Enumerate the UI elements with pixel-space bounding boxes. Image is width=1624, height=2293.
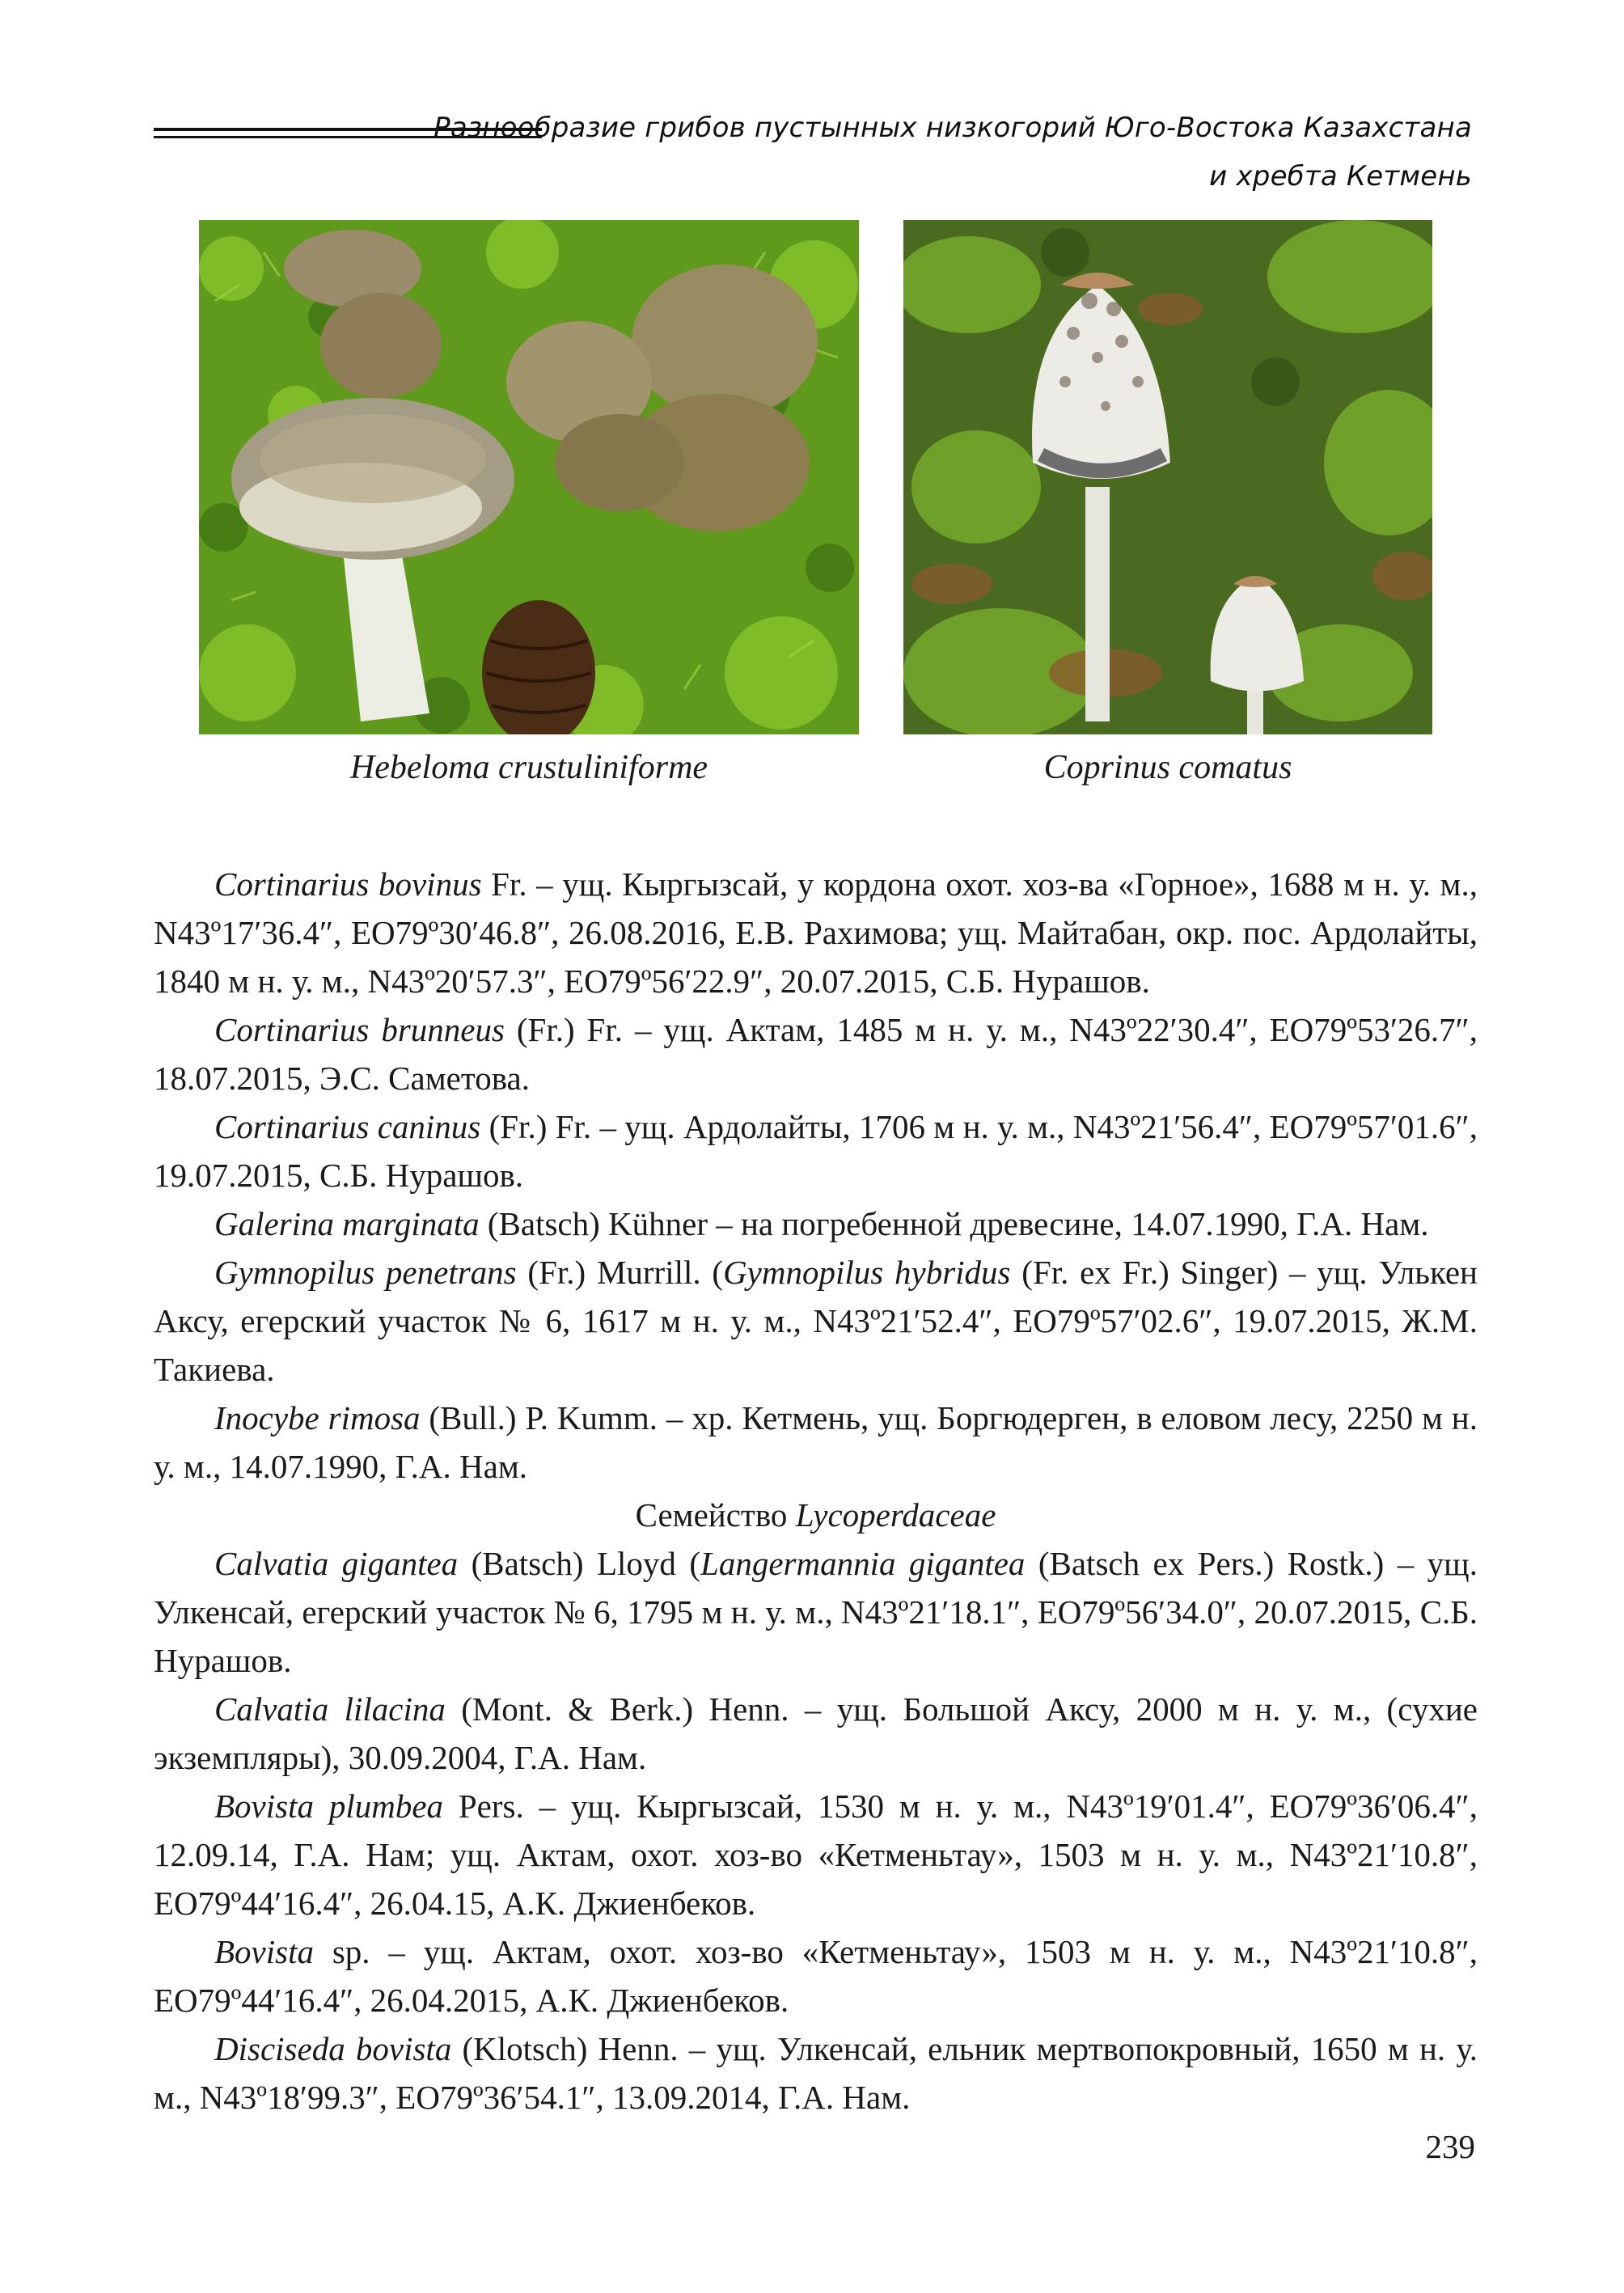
species-name: Bovista plumbea	[214, 1787, 444, 1825]
body-text	[154, 860, 1478, 2122]
entry-text: sp. – ущ. Актам, охот. хоз-во «Кетменьтау», 1503 м н. у. м., N43º21′10.8″, EO79º44′16.4″, 26.04.2015, А.К. Джиенбеков.	[154, 1933, 1478, 2019]
species-name: Cortinarius bovinus	[214, 865, 482, 903]
entry-text: (Fr.) Fr. – ущ. Актам, 1485 м н. у. м., N43º22′30.4″, EO79º53′26.7″, 18.07.2015, Э.С. Саметова.	[154, 1011, 1478, 1097]
page-number: 239	[1425, 2128, 1475, 2165]
synonym-name: Langermannia gigantea	[700, 1545, 1026, 1582]
running-head-line-1: Разнообразие грибов пустынных низкогорий Юго-Востока Казахстана	[433, 112, 1472, 144]
species-entry	[154, 1199, 1478, 1248]
entry-text-continued: (Fr. ex Fr.) Singer) – ущ. Улькен Аксу, егерский участок № 6, 1617 м н. у. м., N43º21′52.4″, EO79º57′02.6″, 19.07.2015, Ж.М. Такиева.	[154, 1254, 1478, 1388]
species-entry	[154, 1539, 1478, 1685]
entry-text: (Fr.) Fr. – ущ. Ардолайты, 1706 м н. у. м., N43º21′56.4″, EO79º57′01.6″, 19.07.2015, С.Б. Нурашов.	[154, 1108, 1478, 1194]
species-name: Disciseda bovista	[214, 2030, 452, 2067]
species-entry	[154, 1248, 1478, 1394]
entry-text-continued: (Batsch ex Pers.) Rostk.) – ущ. Улкенсай, егерский участок № 6, 1795 м н. у. м., N43º21′18.1″, EO79º56′34.0″, 20.07.2015, С.Б. Нурашов.	[154, 1545, 1478, 1679]
entry-text: Fr. – ущ. Кыргызсай, у кордона охот. хоз-ва «Горное», 1688 м н. у. м., N43º17′36.4″, EO79º30′46.8″, 26.08.2016, Е.В. Рахимова; ущ. Майтабан, окр. пос. Ардолайты, 1840 м н. у. м., N43º20′57.3″, EO79º56′22.9″, 20.07.2015, С.Б. Нурашов.	[154, 865, 1478, 1000]
entry-text: (Klotsch) Henn. – ущ. Улкенсай, ельник мертвопокровный, 1650 м н. у. м., N43º18′99.3″, EO79º36′54.1″, 13.09.2014, Г.А. Нам.	[154, 2030, 1478, 2116]
running-head-line-2: и хребта Кетмень	[1209, 160, 1472, 192]
entry-text: (Mont. & Berk.) Henn. – ущ. Большой Аксу, 2000 м н. у. м., (сухие экземпляры), 30.09.2004, Г.А. Нам.	[154, 1690, 1478, 1776]
photo-hebeloma-crustuliniforme	[199, 220, 859, 734]
species-entry	[154, 1005, 1478, 1102]
species-entry	[154, 2024, 1478, 2122]
entry-text: Pers. – ущ. Кыргызсай, 1530 м н. у. м., N43º19′01.4″, EO79º36′06.4″, 12.09.14, Г.А. Нам; ущ. Актам, охот. хоз-во «Кетменьтау», 1503 м н. у. м., N43º21′10.8″, EO79º44′16.4″, 26.04.15, А.К. Джиенбеков.	[154, 1787, 1478, 1922]
entry-text: (Batsch) Lloyd (	[458, 1545, 701, 1582]
species-name: Inocybe rimosa	[214, 1399, 421, 1436]
family-heading	[154, 1491, 1478, 1539]
species-entry	[154, 1102, 1478, 1199]
entry-text: (Fr.) Murrill. (	[516, 1254, 724, 1291]
figure-caption-1: Hebeloma crustuliniforme	[349, 749, 708, 786]
species-entry	[154, 1685, 1478, 1782]
family-name: Lycoperdaceae	[795, 1496, 996, 1534]
mushroom-photo-illustration-1	[199, 220, 859, 734]
species-name: Calvatia gigantea	[214, 1545, 459, 1582]
photo-coprinus-comatus	[903, 220, 1432, 734]
figure-caption-2: Coprinus comatus	[1043, 749, 1292, 786]
species-entry	[154, 860, 1478, 1005]
species-entry	[154, 1394, 1478, 1491]
species-entry	[154, 1927, 1478, 2024]
entry-text: (Bull.) P. Kumm. – хр. Кетмень, ущ. Боргюдерген, в еловом лесу, 2250 м н. у. м., 14.07.1990, Г.А. Нам.	[154, 1399, 1478, 1485]
species-name: Bovista	[214, 1933, 314, 1970]
family-prefix: Семейство	[635, 1496, 796, 1534]
species-name: Galerina marginata	[214, 1205, 480, 1242]
synonym-name: Gymnopilus hybridus	[723, 1254, 1011, 1291]
mushroom-photo-illustration-2	[903, 220, 1432, 734]
species-name: Calvatia lilacina	[214, 1690, 446, 1728]
species-name: Gymnopilus penetrans	[214, 1254, 517, 1291]
species-name: Cortinarius brunneus	[214, 1011, 505, 1048]
entry-text: (Batsch) Kühner – на погребенной древесине, 14.07.1990, Г.А. Нам.	[479, 1205, 1429, 1242]
species-name: Cortinarius caninus	[214, 1108, 481, 1145]
running-head	[421, 104, 1472, 201]
species-entry	[154, 1782, 1478, 1927]
